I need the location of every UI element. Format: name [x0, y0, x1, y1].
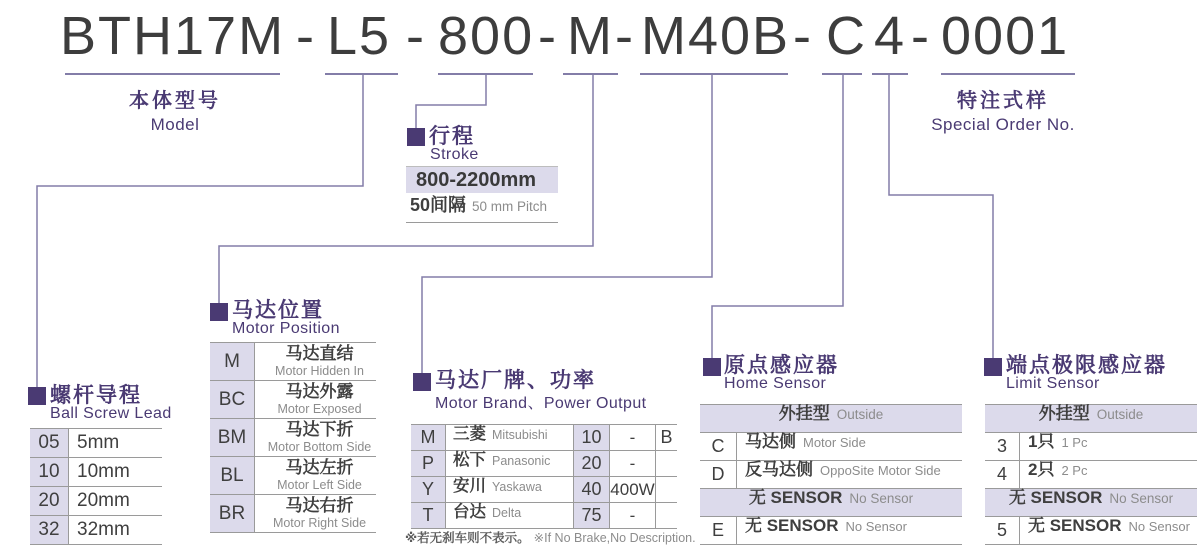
callout-model-en: Model — [150, 115, 200, 134]
code-cell: D — [700, 461, 737, 488]
band-en: No Sensor — [849, 491, 914, 506]
stroke-range: 800-2200mm — [416, 168, 537, 191]
brand-zh: 松下 — [453, 451, 486, 469]
value-en: Motor Exposed — [277, 401, 362, 416]
section-bullet-icon — [413, 373, 431, 391]
table-row — [210, 495, 376, 533]
section-title-zh: 原点感应器 — [724, 354, 839, 377]
brand-cell — [446, 425, 574, 450]
table-row — [411, 425, 677, 451]
code-cell: M — [210, 343, 255, 380]
stroke-pitch-row — [406, 193, 558, 222]
stroke-pitch-en: 50 mm Pitch — [472, 199, 548, 214]
value-cell — [255, 419, 376, 456]
section-title-en: Limit Sensor — [1006, 375, 1100, 392]
code-cell: M — [411, 425, 446, 450]
table-row — [985, 433, 1197, 461]
value-cell: 5mm — [77, 432, 120, 453]
brand-en: Panasonic — [492, 454, 551, 468]
brand-en: Delta — [492, 506, 522, 520]
code-cell: 5 — [985, 517, 1020, 544]
model-segment-body: BTH17M — [60, 6, 286, 66]
section-title-zh: 马达位置 — [232, 299, 324, 322]
brand-zh: 台达 — [453, 503, 486, 521]
brand-cell — [446, 503, 574, 528]
code-cell: 3 — [985, 433, 1020, 460]
value-zh: 无 SENSOR — [1028, 516, 1122, 535]
brand-cell — [446, 477, 574, 502]
model-hyphen: - — [406, 6, 426, 66]
value-en: Motor Side — [803, 435, 866, 450]
callout-special-order — [908, 84, 1098, 135]
code-cell: T — [411, 503, 446, 528]
power-value-cell: 400W — [610, 477, 656, 502]
value-zh: 马达侧 — [745, 432, 796, 451]
band-zh: 外挂型 — [778, 404, 830, 423]
ball-screw-table — [30, 428, 162, 545]
code-cell: C — [700, 433, 737, 460]
value-cell — [255, 457, 376, 494]
section-title-zh: 端点极限感应器 — [1006, 354, 1167, 377]
section-title-en: Motor Brand、Power Output — [435, 395, 647, 412]
value-zh: 马达右折 — [285, 495, 354, 515]
callout-special-order-en: Special Order No. — [931, 115, 1075, 134]
value-zh: 马达左折 — [285, 457, 354, 477]
value-cell: 10mm — [77, 461, 130, 482]
power-code-cell: 10 — [574, 425, 610, 450]
section-title-zh: 行程 — [429, 125, 475, 148]
power-value-cell: - — [610, 425, 656, 450]
code-cell: BR — [210, 495, 255, 532]
stroke-range-row — [406, 167, 558, 193]
section-bullet-icon — [703, 358, 721, 376]
band-en: No Sensor — [1109, 491, 1174, 506]
power-code-cell: 40 — [574, 477, 610, 502]
band-en: Outside — [1096, 407, 1144, 422]
model-segment-motor-position: M — [567, 6, 614, 66]
value-zh: 2只 — [1028, 460, 1055, 479]
model-hyphen: - — [793, 6, 813, 66]
value-en: Motor Left Side — [277, 477, 362, 492]
power-code-cell: 75 — [574, 503, 610, 528]
value-cell — [255, 343, 376, 380]
value-en: Motor Right Side — [272, 515, 367, 530]
table-row — [210, 419, 376, 457]
value-cell: 32mm — [77, 519, 130, 540]
brake-note-zh: ※若无刹车则不表示。 — [405, 531, 530, 545]
section-bullet-icon — [984, 358, 1002, 376]
model-segment-motor-brand: M40B — [641, 6, 791, 66]
brand-zh: 安川 — [453, 477, 486, 495]
code-cell: BM — [210, 419, 255, 456]
section-title-zh: 螺杆导程 — [50, 384, 142, 407]
table-band-row — [700, 489, 962, 517]
code-cell: P — [411, 451, 446, 476]
code-cell: 32 — [30, 516, 69, 544]
brand-en: Yaskawa — [492, 480, 542, 494]
motor-brand-table — [411, 424, 677, 529]
table-row — [30, 429, 162, 458]
home-sensor-table — [700, 404, 962, 545]
value-zh: 1只 — [1028, 432, 1055, 451]
section-bullet-icon — [407, 128, 425, 146]
callout-model — [80, 84, 270, 135]
section-title-en: Ball Screw Lead — [50, 405, 172, 422]
code-cell: 20 — [30, 487, 69, 515]
table-row — [210, 381, 376, 419]
section-title-en: Home Sensor — [724, 375, 827, 392]
section-bullet-icon — [28, 387, 46, 405]
brake-note — [405, 528, 696, 546]
section-title-zh: 马达厂牌、功率 — [435, 369, 596, 392]
value-cell — [737, 433, 962, 460]
model-segment-home-sensor: C — [826, 6, 867, 66]
code-cell: 05 — [30, 429, 69, 457]
band-zh: 无 SENSOR — [748, 488, 843, 507]
value-cell — [255, 381, 376, 418]
value-en: No Sensor — [845, 519, 907, 534]
value-cell — [737, 461, 962, 488]
section-bullet-icon — [210, 303, 228, 321]
power-code-cell: 20 — [574, 451, 610, 476]
code-cell: 10 — [30, 458, 69, 486]
callout-model-zh: 本体型号 — [129, 90, 221, 112]
value-en: Motor Bottom Side — [267, 439, 372, 454]
power-value-cell: - — [610, 451, 656, 476]
power-value-cell: - — [610, 503, 656, 528]
value-en: 1 Pc — [1061, 435, 1088, 450]
section-title-en: Motor Position — [232, 320, 340, 337]
code-cell: Y — [411, 477, 446, 502]
table-band-row — [700, 405, 962, 433]
value-en: Motor Hidden In — [275, 363, 364, 378]
section-title-en: Stroke — [430, 146, 479, 163]
brand-cell — [446, 451, 574, 476]
model-hyphen: - — [911, 6, 931, 66]
model-segment-lead: L5 — [327, 6, 392, 66]
value-zh: 马达外露 — [285, 381, 354, 401]
brand-zh: 三菱 — [453, 425, 486, 443]
model-segment-stroke: 800 — [438, 6, 535, 66]
code-cell: E — [700, 517, 737, 544]
band-en: Outside — [836, 407, 884, 422]
table-band-row — [985, 405, 1197, 433]
table-row — [210, 343, 376, 381]
band-zh: 无 SENSOR — [1008, 488, 1103, 507]
table-row — [700, 461, 962, 489]
model-hyphen: - — [296, 6, 316, 66]
limit-sensor-table — [985, 404, 1197, 545]
table-row — [30, 458, 162, 487]
code-cell: BL — [210, 457, 255, 494]
table-row — [411, 477, 677, 503]
model-hyphen: - — [538, 6, 558, 66]
model-segment-special-order: 0001 — [941, 6, 1070, 66]
brake-cell — [656, 503, 677, 528]
brand-en: Mitsubishi — [492, 428, 548, 442]
value-zh: 马达下折 — [285, 419, 354, 439]
band-zh: 外挂型 — [1038, 404, 1090, 423]
motor-position-table — [210, 342, 376, 533]
model-segment-limit-sensor: 4 — [874, 6, 907, 66]
connector-c-to-home-sensor — [712, 75, 843, 358]
value-zh: 反马达侧 — [745, 460, 813, 479]
brake-cell: B — [660, 427, 673, 447]
value-cell — [1020, 433, 1197, 460]
table-row — [700, 517, 962, 545]
table-row — [985, 461, 1197, 489]
stroke-table — [406, 166, 558, 223]
value-cell: 20mm — [77, 490, 130, 511]
brake-note-en: ※If No Brake,No Description. — [533, 531, 696, 545]
value-cell — [255, 495, 376, 532]
brake-cell — [656, 451, 677, 476]
callout-special-order-zh: 特注式样 — [957, 90, 1049, 112]
table-row — [700, 433, 962, 461]
stroke-pitch-zh: 50间隔 — [410, 195, 467, 215]
value-cell — [737, 517, 962, 544]
code-cell: 4 — [985, 461, 1020, 488]
value-en: 2 Pc — [1061, 463, 1088, 478]
table-row — [411, 451, 677, 477]
table-row — [411, 503, 677, 529]
brake-cell — [656, 477, 677, 502]
value-zh: 无 SENSOR — [745, 516, 839, 535]
value-cell — [1020, 461, 1197, 488]
table-row — [30, 487, 162, 516]
table-row — [985, 517, 1197, 545]
table-row — [210, 457, 376, 495]
value-zh: 马达直结 — [285, 343, 354, 363]
value-en: OppoSite Motor Side — [820, 463, 941, 478]
table-row — [30, 516, 162, 545]
value-cell — [1020, 517, 1197, 544]
code-cell: BC — [210, 381, 255, 418]
table-band-row — [985, 489, 1197, 517]
model-hyphen: - — [615, 6, 635, 66]
value-en: No Sensor — [1128, 519, 1190, 534]
